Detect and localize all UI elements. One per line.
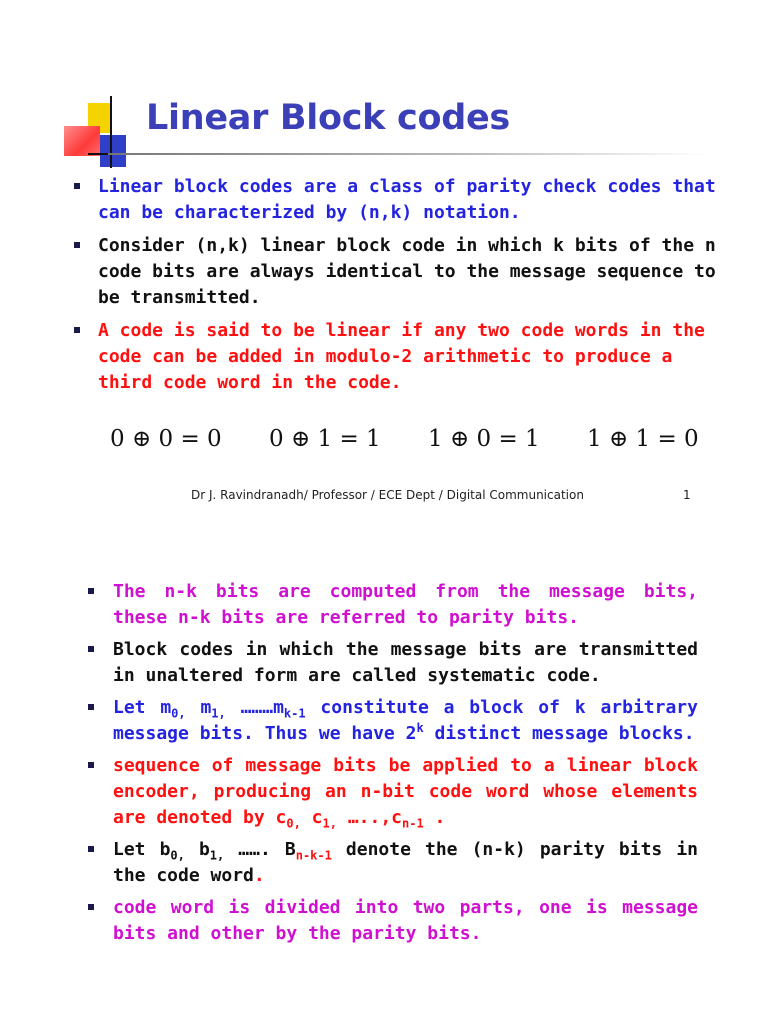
bullet-square-icon <box>88 588 94 594</box>
bullet-square-icon <box>74 327 80 333</box>
bullet-square-icon <box>88 646 94 652</box>
slide-footer: Dr J. Ravindranadh/ Professor / ECE Dept / Digital Communication <box>191 488 584 502</box>
equation: 1 ⊕ 1 = 0 <box>587 426 699 452</box>
slide-1-bullet-list <box>74 174 734 403</box>
bullet-consider-nk-code <box>74 233 734 311</box>
bullet-square-icon <box>88 846 94 852</box>
bullet-text: Linear block codes are a class of parity check codes that can be characterized by (n,k) notation. <box>98 176 716 223</box>
modulo-2-equations <box>110 426 699 452</box>
page-number: 1 <box>683 488 691 502</box>
bullet-message-blocks <box>88 695 698 747</box>
decor-vertical-line <box>110 96 112 168</box>
bullet-text: Consider (n,k) linear block code in which k bits of the n code bits are always identical to the message sequence to be transmitted. <box>98 235 716 308</box>
bullet-square-icon <box>88 904 94 910</box>
slide-2-bullet-list <box>88 579 698 953</box>
decor-red-square <box>64 126 100 156</box>
equation: 0 ⊕ 1 = 1 <box>269 426 381 452</box>
equation: 1 ⊕ 0 = 1 <box>428 426 540 452</box>
title-underline <box>108 153 708 155</box>
bullet-text: Block codes in which the message bits are transmitted in unaltered form are called systematic code. <box>113 639 698 686</box>
bullet-linear-block-codes-definition <box>74 174 734 226</box>
bullet-systematic-code <box>88 637 698 689</box>
equation: 0 ⊕ 0 = 0 <box>110 426 222 452</box>
bullet-text: sequence of message bits be applied to a linear block encoder, producing an n-bit code word whose elements are denoted by $c_{0,}$ $c_{1,}$ $\dots..,c_{n-1}$ . <box>113 755 698 831</box>
bullet-linearity-property <box>74 318 734 396</box>
bullet-text: A code is said to be linear if any two code words in the code can be added in modulo-2 arithmetic to produce a third code word in the code. <box>98 320 705 393</box>
bullet-square-icon <box>74 242 80 248</box>
bullet-text: Let $m_{0,}$ $m_{1,}$ $\dots\dots\dots m_{k-1}$ constitute a block of k arbitrary message bits. Thus we have 2$^k$ distinct message blocks. <box>113 697 698 744</box>
slide-title: Linear Block codes <box>146 98 510 138</box>
bullet-text: The n-k bits are computed from the message bits, these n-k bits are referred to parity bits. <box>113 581 698 628</box>
bullet-square-icon <box>88 762 94 768</box>
bullet-parity-bits <box>88 579 698 631</box>
bullet-square-icon <box>74 183 80 189</box>
bullet-code-word-parts <box>88 895 698 947</box>
bullet-text: code word is divided into two parts, one is message bits and other by the parity bits. <box>113 897 698 944</box>
bullet-text: Let $b_{0,}$ $b_{1,}$ ……. $B_{n-k-1}$ denote the (n-k) parity bits in the code word. <box>113 839 698 886</box>
bullet-parity-bits-denote <box>88 837 698 889</box>
bullet-square-icon <box>88 704 94 710</box>
decor-blue-square <box>100 135 126 167</box>
bullet-block-encoder <box>88 753 698 831</box>
